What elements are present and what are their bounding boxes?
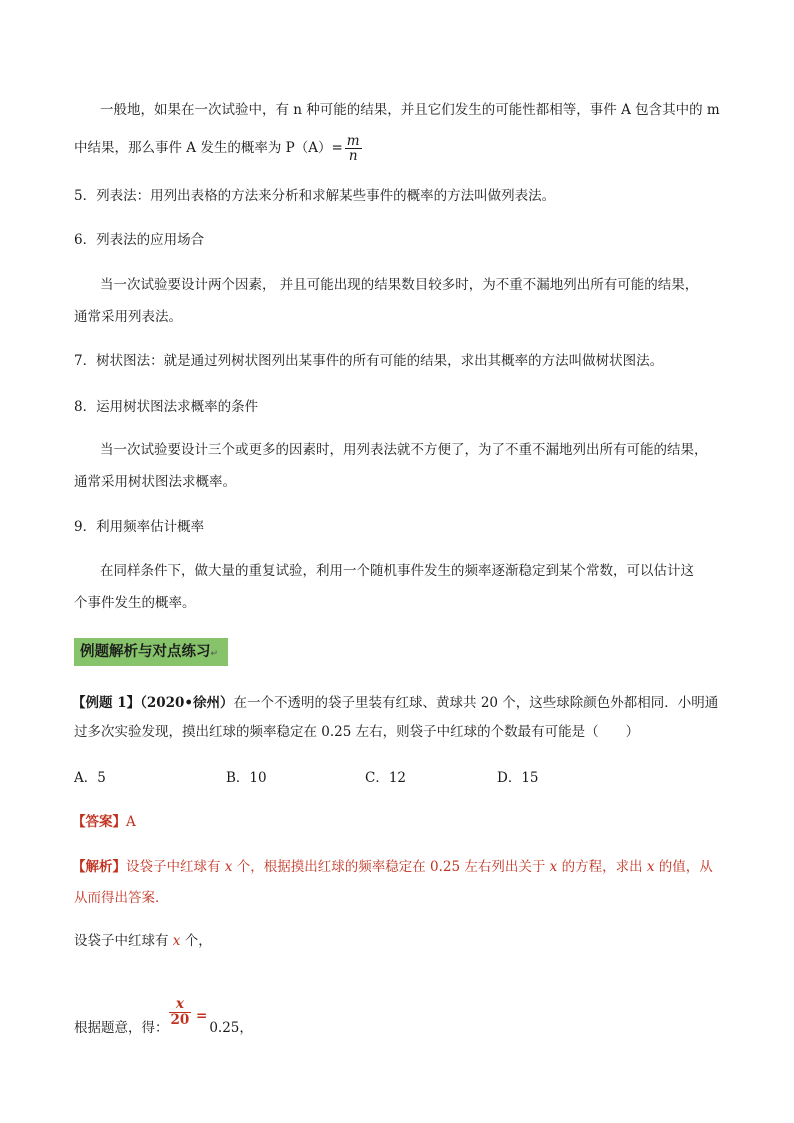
- step-1-text-b: 个，: [180, 933, 212, 949]
- variable-x: x: [646, 859, 655, 875]
- answer-label: 【答案】: [72, 814, 126, 830]
- equation-denominator: 20: [170, 1012, 190, 1028]
- item-8-title: 8．运用树状图法求概率的条件: [74, 399, 259, 415]
- solution-step-1: [74, 931, 212, 951]
- intro-line-2-text: 中结果，那么事件 A 发生的概率为 P（A）=: [74, 140, 343, 156]
- analysis-line-2: 从而得出答案．: [74, 890, 169, 906]
- paragraph-mark: ↵: [210, 649, 219, 659]
- example-1-line-2: 过多次实验发现，摸出红球的频率稳定在 0.25 左右，则袋子中红球的个数最有可能是（ ）: [74, 724, 640, 740]
- option-d: D．15: [497, 770, 539, 786]
- example-source: （2020•徐州）: [140, 695, 234, 711]
- option-c: C．12: [365, 770, 407, 786]
- item-5: 5．列表法：用列出表格的方法来分析和求解某些事件的概率的方法叫做列表法。: [74, 188, 556, 204]
- variable-x: x: [549, 859, 558, 875]
- variable-x: x: [172, 933, 181, 949]
- step-1-text-a: 设袋子中红球有: [74, 933, 173, 949]
- section-banner: [74, 638, 228, 666]
- intro-line-2: [74, 134, 362, 163]
- item-7: 7．树状图法：就是通过列树状图列出某事件的所有可能的结果，求出其概率的方法叫做树状图法。: [74, 353, 664, 369]
- example-label: 【例题 1】: [72, 695, 141, 711]
- item-9-line-1: 在同样条件下，做大量的重复试验，利用一个随机事件发生的频率逐渐稳定到某个常数，可以估计这: [100, 563, 694, 579]
- analysis-label: 【解析】: [72, 859, 126, 875]
- equals-sign: =: [191, 1008, 208, 1024]
- example-1-text: 在一个不透明的袋子里装有红球、黄球共 20 个，这些球除颜色外都相同．小明通: [233, 695, 719, 711]
- equation-numerator: x: [169, 997, 192, 1013]
- step-2-prefix: 根据题意，得：: [74, 1020, 169, 1036]
- intro-line-1: 一般地，如果在一次试验中，有 n 种可能的结果，并且它们发生的可能性都相等，事件 A 包含其中的 m: [100, 102, 720, 118]
- item-9-title: 9．利用频率估计概率: [74, 519, 205, 535]
- analysis-text-b: 个，根据摸出红球的频率稳定在 0.25 左右列出关于: [232, 859, 550, 875]
- solution-step-2: [74, 996, 253, 1038]
- example-1-line-1: [72, 693, 718, 713]
- fraction-numerator: m: [346, 133, 360, 149]
- probability-fraction: [345, 134, 362, 163]
- option-b: B．10: [226, 770, 267, 786]
- item-9-line-2: 个事件发生的概率。: [74, 595, 196, 611]
- section-title: 例题解析与对点练习: [80, 644, 211, 660]
- item-8-line-1: 当一次试验要设计三个或更多的因素时，用列表法就不方便了，为了不重不漏地列出所有可能的结果，: [100, 442, 708, 458]
- item-6-line-2: 通常采用列表法。: [74, 309, 182, 325]
- equation-fraction: [169, 997, 192, 1028]
- item-8-line-2: 通常采用树状图法求概率。: [74, 474, 236, 490]
- analysis-line-1: [72, 857, 713, 877]
- item-6-title: 6．列表法的应用场合: [74, 232, 205, 248]
- equation-value: 0.25，: [209, 1020, 253, 1036]
- variable-x: x: [224, 859, 233, 875]
- analysis-text-d: 的值，从: [654, 859, 713, 875]
- option-a: A．5: [74, 770, 106, 786]
- fraction-denominator: n: [348, 148, 358, 164]
- answer-value: A: [126, 814, 136, 830]
- item-6-line-1: 当一次试验要设计两个因素， 并且可能出现的结果数目较多时，为不重不漏地列出所有可能的结果，: [100, 277, 699, 293]
- analysis-text-c: 的方程，求出: [557, 859, 647, 875]
- answer-line: [72, 812, 136, 832]
- analysis-text-a: 设袋子中红球有: [126, 859, 225, 875]
